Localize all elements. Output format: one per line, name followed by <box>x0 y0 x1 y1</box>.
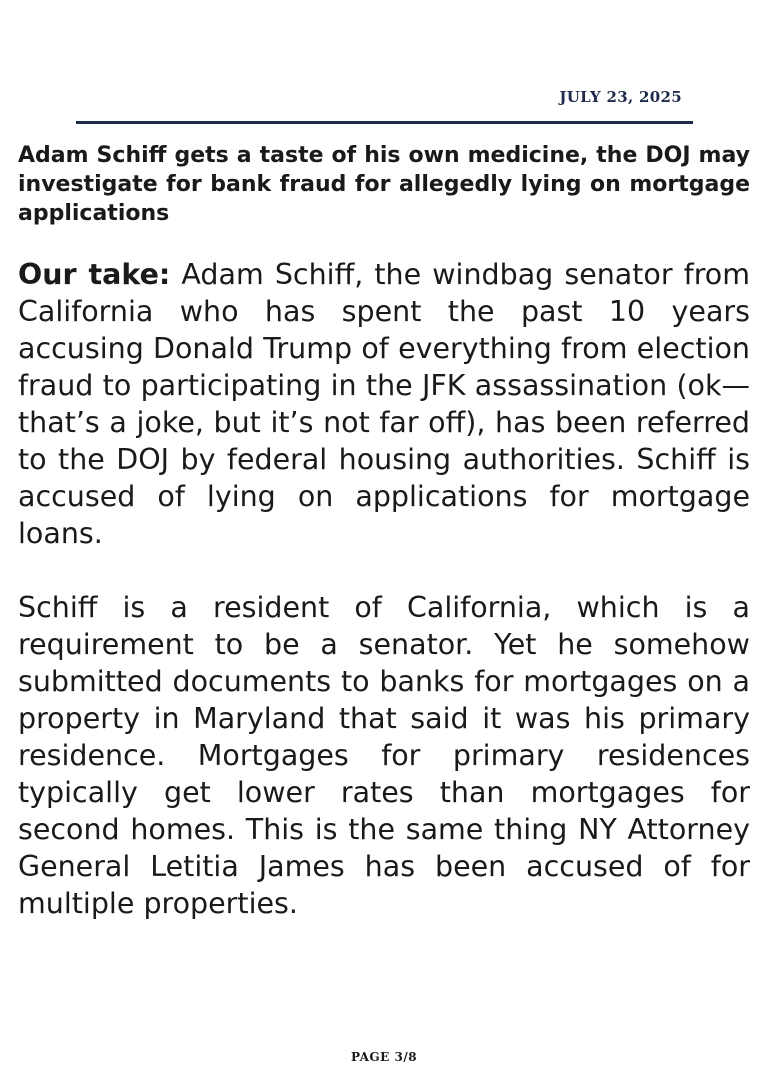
document-date: JULY 23, 2025 <box>559 88 682 106</box>
header-divider <box>76 121 693 124</box>
article-paragraph-2: Schiff is a resident of California, which is a requirement to be a senator. Yet he somehow submitted documents to banks for mortgages on a property in Maryland that said it was his primary residence. Mortgages for primary residences typically get lower rates than mortgages for second homes. This is the same thing NY Attorney General Letitia James has been accused of for multiple properties. <box>18 591 750 920</box>
our-take-label: Our take: <box>18 258 171 291</box>
article-paragraph-1 <box>18 256 750 552</box>
article-body <box>18 256 750 959</box>
page-number: PAGE 3/8 <box>350 1050 418 1064</box>
paragraph-1-text: Adam Schiff, the windbag senator from California who has spent the past 10 years accusing Donald Trump of everything from election fraud to participating in the JFK assassination (ok—that’s a joke, but it’s not far off), has been referred to the DOJ by federal housing authorities. Schiff is accused of lying on applications for mortgage loans. <box>18 258 751 550</box>
article-headline: Adam Schiff gets a taste of his own medicine, the DOJ may investigate for bank fraud for allegedly lying on mortgage applications <box>18 143 750 226</box>
